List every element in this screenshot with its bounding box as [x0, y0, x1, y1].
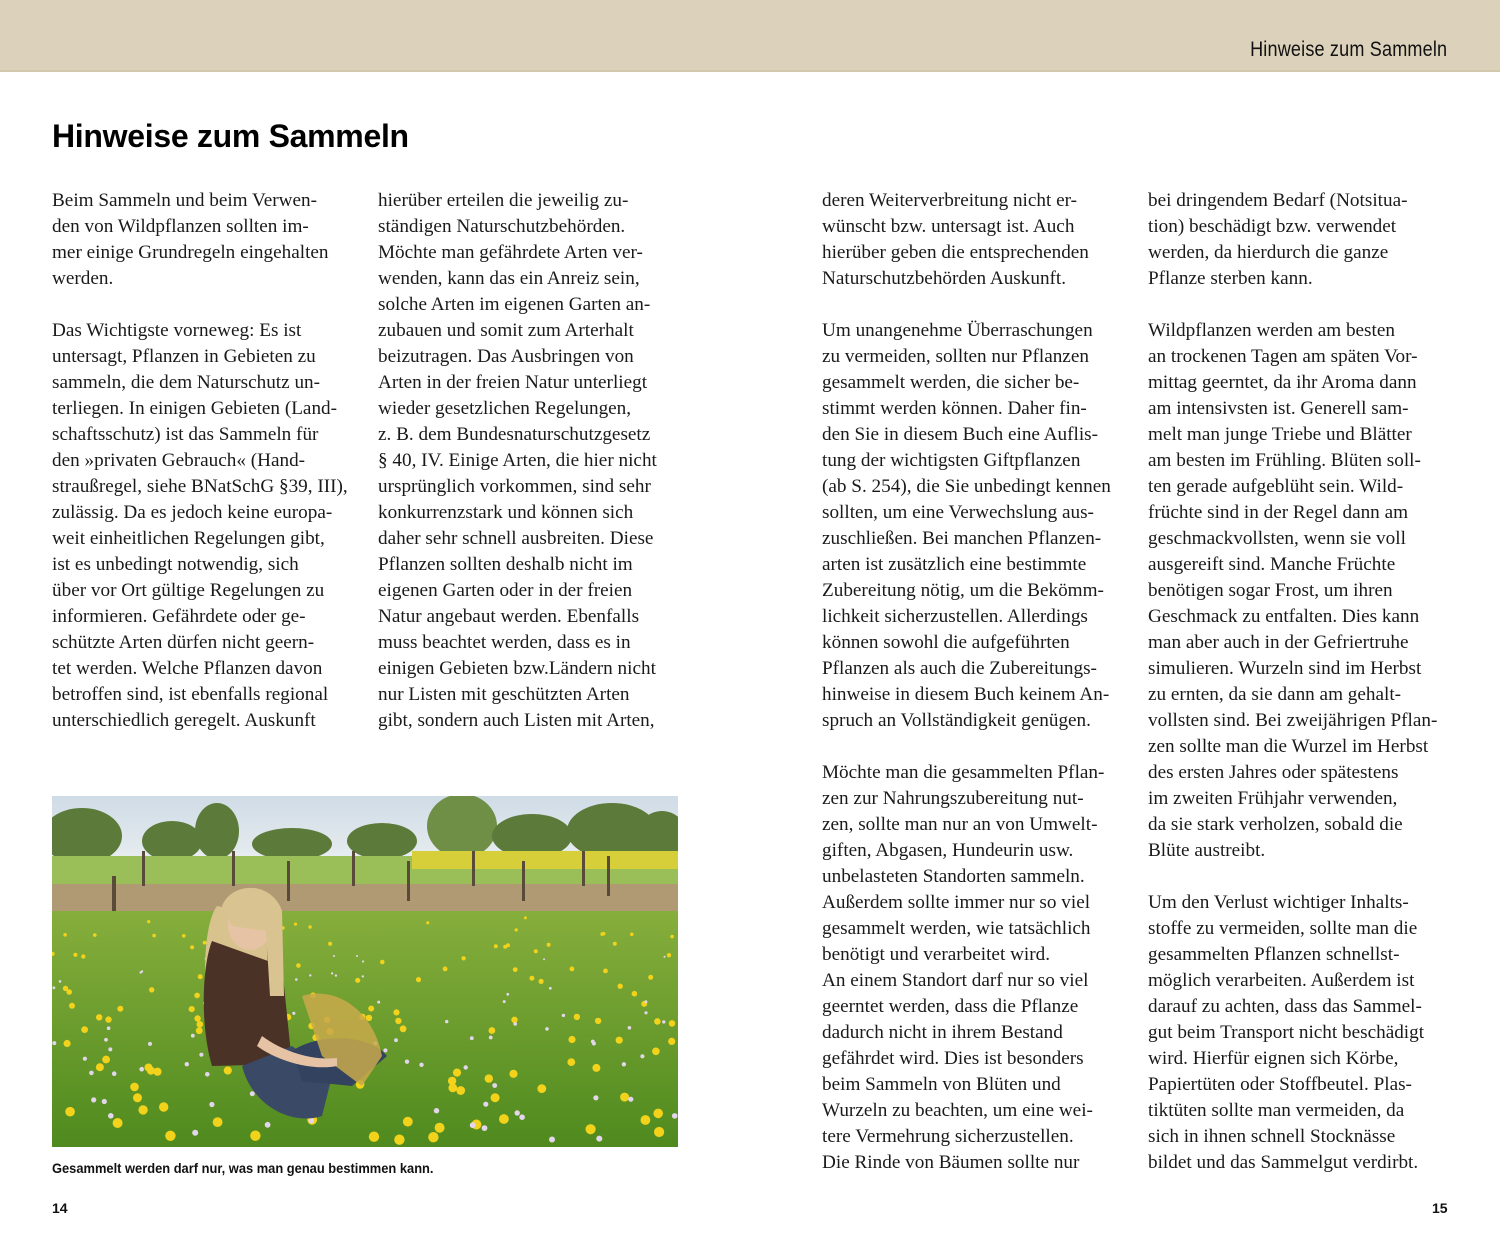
text-line: wieder gesetzlichen Regelungen,: [378, 398, 632, 419]
text-line: tung der wichtigsten Giftpflanzen: [822, 450, 1081, 471]
text-line: unbelasteten Standorten sammeln.: [822, 866, 1085, 887]
text-line: benötigen sogar Frost, um ihren: [1148, 580, 1393, 601]
text-line: deren Weiterverbreitung nicht er-: [822, 190, 1078, 211]
paragraph: [822, 188, 1132, 292]
text-line: bildet und das Sammelgut verdirbt.: [1148, 1152, 1419, 1173]
text-line: nur Listen mit geschützten Arten: [378, 684, 630, 705]
text-line: unterschiedlich geregelt. Auskunft: [52, 710, 316, 731]
text-line: ten gerade aufgeblüht sein. Wild-: [1148, 476, 1404, 497]
running-head: Hinweise zum Sammeln: [1249, 38, 1447, 61]
text-line: gefährdet wird. Dies ist besonders: [822, 1048, 1084, 1069]
text-line: zuschließen. Bei manchen Pflanzen-: [822, 528, 1102, 549]
text-line: am besten im Frühling. Blüten soll-: [1148, 450, 1421, 471]
text-line: Um unangenehme Überraschungen: [822, 320, 1093, 341]
paragraph: [1148, 890, 1458, 1176]
text-line: Pflanze sterben kann.: [1148, 268, 1313, 289]
text-line: Außerdem sollte immer nur so viel: [822, 892, 1091, 913]
text-line: schaftsschutz) ist das Sammeln für: [52, 424, 319, 445]
text-line: Papiertüten oder Stoffbeutel. Plas-: [1148, 1074, 1412, 1095]
text-line: Möchte man die gesammelten Pflan-: [822, 762, 1105, 783]
text-line: vollsten sind. Bei zweijährigen Pflan-: [1148, 710, 1438, 731]
text-line: hierüber geben die entsprechenden: [822, 242, 1089, 263]
text-line: zu vermeiden, sollten nur Pflanzen: [822, 346, 1089, 367]
text-line: hinweise in diesem Buch keinem An-: [822, 684, 1110, 705]
paragraph: [52, 188, 362, 292]
text-line: ständigen Naturschutzbehörden.: [378, 216, 626, 237]
text-line: ist es unbedingt notwendig, sich: [52, 554, 299, 575]
text-line: Pflanzen sollten deshalb nicht im: [378, 554, 633, 575]
text-column-2: [378, 188, 683, 760]
text-line: solche Arten im eigenen Garten an-: [378, 294, 651, 315]
page-number-left: 14: [52, 1200, 68, 1216]
text-line: z. B. dem Bundesnaturschutzgesetz: [378, 424, 651, 445]
text-line: bei dringendem Bedarf (Notsitua-: [1148, 190, 1408, 211]
text-line: werden, da hierdurch die ganze: [1148, 242, 1389, 263]
paragraph: [52, 318, 362, 734]
text-line: werden.: [52, 268, 114, 289]
text-line: beizutragen. Das Ausbringen von: [378, 346, 634, 367]
text-line: zu ernten, da sie dann am gehalt-: [1148, 684, 1402, 705]
text-line: muss beachtet werden, dass es in: [378, 632, 631, 653]
text-line: des ersten Jahres oder spätestens: [1148, 762, 1399, 783]
text-line: straußregel, siehe BNatSchG §39, III),: [52, 476, 348, 497]
text-line: den »privaten Gebrauch« (Hand-: [52, 450, 306, 471]
text-line: ausgereift sind. Manche Früchte: [1148, 554, 1396, 575]
text-line: wenden, kann das ein Anreiz sein,: [378, 268, 640, 289]
text-line: An einem Standort darf nur so viel: [822, 970, 1089, 991]
text-line: am intensivsten ist. Generell sam-: [1148, 398, 1409, 419]
text-line: giften, Abgasen, Hundeurin usw.: [822, 840, 1074, 861]
text-line: zulässig. Da es jedoch keine europa-: [52, 502, 333, 523]
text-line: mer einige Grundregeln eingehalten: [52, 242, 329, 263]
text-line: gesammelt werden, die sicher be-: [822, 372, 1080, 393]
text-line: dadurch nicht in ihrem Bestand: [822, 1022, 1063, 1043]
text-line: tion) beschädigt bzw. verwendet: [1148, 216, 1397, 237]
text-line: geschmackvollsten, wenn sie voll: [1148, 528, 1406, 549]
text-line: wünscht bzw. untersagt ist. Auch: [822, 216, 1075, 237]
paragraph: [822, 318, 1132, 734]
yellow-field: [412, 851, 678, 869]
text-line: tere Vermehrung sicherzustellen.: [822, 1126, 1074, 1147]
text-line: daher sehr schnell ausbreiten. Diese: [378, 528, 654, 549]
text-line: gut beim Transport nicht beschädigt: [1148, 1022, 1425, 1043]
text-line: tet werden. Welche Pflanzen davon: [52, 658, 323, 679]
text-line: konkurrenzstark und können sich: [378, 502, 634, 523]
text-column-1: [52, 188, 362, 760]
text-line: geerntet werden, dass die Pflanze: [822, 996, 1079, 1017]
text-line: schützte Arten dürfen nicht geern-: [52, 632, 315, 653]
text-line: Die Rinde von Bäumen sollte nur: [822, 1152, 1080, 1173]
paragraph: [378, 188, 683, 734]
text-line: den von Wildpflanzen sollten im-: [52, 216, 309, 237]
text-column-3: [822, 188, 1132, 1202]
text-line: den Sie in diesem Buch eine Auflis-: [822, 424, 1099, 445]
text-line: lichkeit sicherzustellen. Allerdings: [822, 606, 1088, 627]
text-line: gesammelt werden, wie tatsächlich: [822, 918, 1091, 939]
text-line: Wildpflanzen werden am besten: [1148, 320, 1395, 341]
text-line: Beim Sammeln und beim Verwen-: [52, 190, 318, 211]
paragraph: [1148, 188, 1458, 292]
text-line: zubauen und somit zum Arterhalt: [378, 320, 634, 341]
photo-caption: Gesammelt werden darf nur, was man genau bestimmen kann.: [52, 1160, 434, 1176]
meadow-photo: [52, 796, 678, 1147]
text-line: an trockenen Tagen am späten Vor-: [1148, 346, 1418, 367]
text-line: spruch an Vollständigkeit genügen.: [822, 710, 1091, 731]
text-line: stoffe zu vermeiden, sollte man die: [1148, 918, 1418, 939]
text-line: hierüber erteilen die jeweilig zu-: [378, 190, 629, 211]
text-line: simulieren. Wurzeln sind im Herbst: [1148, 658, 1422, 679]
text-line: Wurzeln zu beachten, um eine wei-: [822, 1100, 1093, 1121]
text-line: eigenen Garten oder in der freien: [378, 580, 633, 601]
header-band: [0, 0, 1500, 72]
text-line: Arten in der freien Natur unterliegt: [378, 372, 648, 393]
text-line: Das Wichtigste vorneweg: Es ist: [52, 320, 302, 341]
paragraph: [822, 760, 1132, 1176]
text-line: melt man junge Triebe und Blätter: [1148, 424, 1412, 445]
text-line: einigen Gebieten bzw.Ländern nicht: [378, 658, 656, 679]
text-line: sollten, um eine Verwechslung aus-: [822, 502, 1094, 523]
text-line: sich in ihnen schnell Stocknässe: [1148, 1126, 1396, 1147]
text-line: Naturschutzbehörden Auskunft.: [822, 268, 1067, 289]
text-line: arten ist zusätzlich eine bestimmte: [822, 554, 1087, 575]
text-line: Blüte austreibt.: [1148, 840, 1266, 861]
text-line: untersagt, Pflanzen in Gebieten zu: [52, 346, 316, 367]
text-line: zen sollte man die Wurzel im Herbst: [1148, 736, 1429, 757]
text-line: im zweiten Frühjahr verwenden,: [1148, 788, 1398, 809]
text-line: § 40, IV. Einige Arten, die hier nicht: [378, 450, 657, 471]
dry-grass-strip: [52, 884, 678, 914]
paragraph: [1148, 318, 1458, 864]
text-line: tiktüten sollte man vermeiden, da: [1148, 1100, 1405, 1121]
text-line: früchte sind in der Regel dann am: [1148, 502, 1409, 523]
text-line: Um den Verlust wichtiger Inhalts-: [1148, 892, 1409, 913]
text-line: informieren. Gefährdete oder ge-: [52, 606, 306, 627]
text-line: da sie stark verholzen, sobald die: [1148, 814, 1403, 835]
text-line: benötigt und verarbeitet wird.: [822, 944, 1051, 965]
text-line: weit einheitlichen Regelungen gibt,: [52, 528, 325, 549]
meadow-photo-illustration: [52, 796, 678, 1147]
text-line: gibt, sondern auch Listen mit Arten,: [378, 710, 655, 731]
text-line: Pflanzen als auch die Zubereitungs-: [822, 658, 1097, 679]
text-line: gesammelten Pflanzen schnellst-: [1148, 944, 1400, 965]
text-line: sammeln, die dem Naturschutz un-: [52, 372, 321, 393]
text-line: ursprünglich vorkommen, sind sehr: [378, 476, 651, 497]
text-line: beim Sammeln von Blüten und: [822, 1074, 1061, 1095]
text-line: betroffen sind, ist ebenfalls regional: [52, 684, 329, 705]
text-line: stimmt werden können. Daher fin-: [822, 398, 1087, 419]
text-line: Zubereitung nötig, um die Bekömm-: [822, 580, 1104, 601]
text-line: zen, sollte man nur an von Umwelt-: [822, 814, 1098, 835]
text-line: (ab S. 254), die Sie unbedingt kennen: [822, 476, 1111, 497]
text-line: Natur angebaut werden. Ebenfalls: [378, 606, 640, 627]
page-title: Hinweise zum Sammeln: [52, 118, 409, 154]
text-line: können sowohl die aufgeführten: [822, 632, 1070, 653]
text-line: terliegen. In einigen Gebieten (Land-: [52, 398, 338, 419]
text-line: wird. Hierfür eignen sich Körbe,: [1148, 1048, 1399, 1069]
text-line: zen zur Nahrungszubereitung nut-: [822, 788, 1084, 809]
text-line: darauf zu achten, dass das Sammel-: [1148, 996, 1422, 1017]
text-line: mittag geerntet, da ihr Aroma dann: [1148, 372, 1417, 393]
text-line: möglich verarbeiten. Außerdem ist: [1148, 970, 1415, 991]
text-line: Geschmack zu entfalten. Dies kann: [1148, 606, 1420, 627]
page-number-right: 15: [1432, 1200, 1448, 1216]
text-line: Möchte man gefährdete Arten ver-: [378, 242, 643, 263]
text-line: über vor Ort gültige Regelungen zu: [52, 580, 325, 601]
text-line: man aber auch in der Gefriertruhe: [1148, 632, 1409, 653]
text-column-4: [1148, 188, 1458, 1202]
